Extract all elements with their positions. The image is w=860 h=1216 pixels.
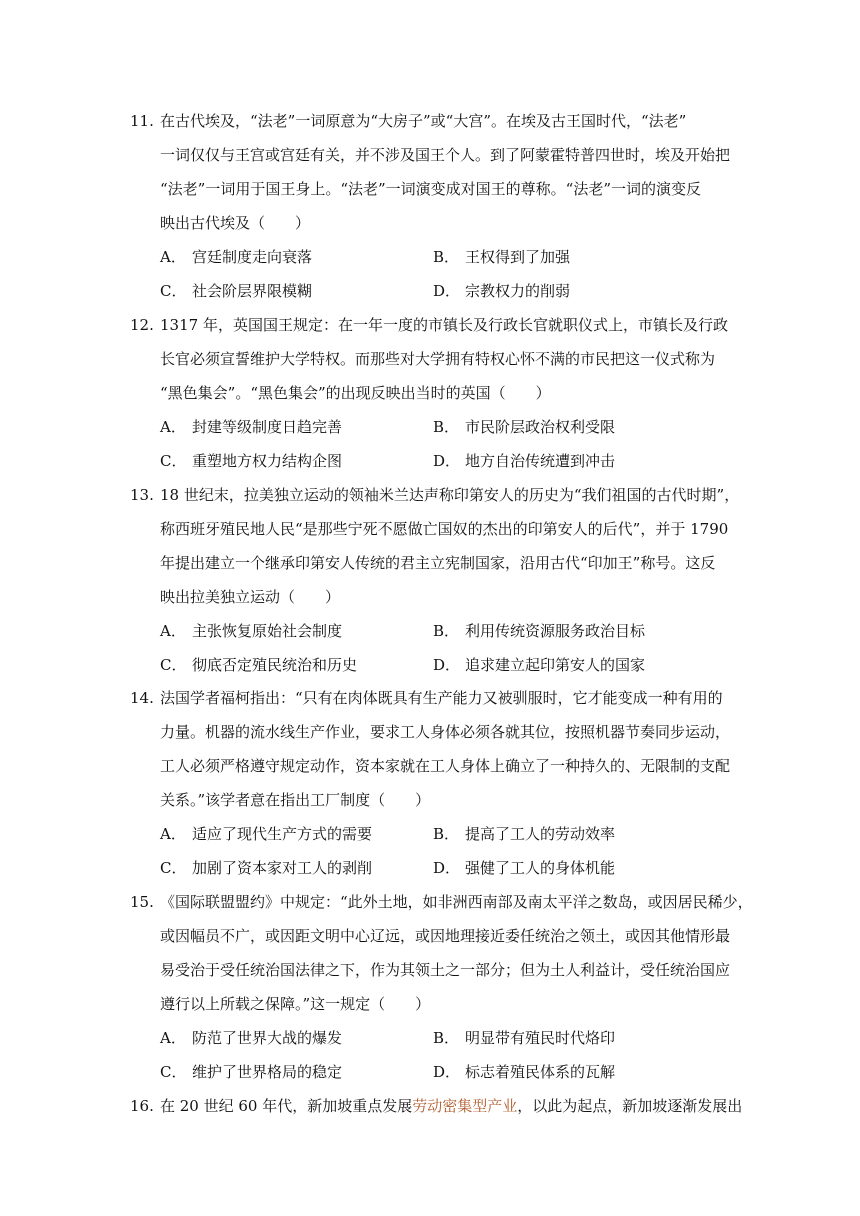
option-text: 彻底否定殖民统治和历史: [192, 656, 358, 674]
option-text: 适应了现代生产方式的需要: [192, 825, 373, 843]
option-a[interactable]: [160, 621, 342, 641]
option-b[interactable]: [433, 1028, 615, 1048]
option-b[interactable]: [433, 621, 645, 641]
option-text: 地方自治传统遭到冲击: [465, 452, 616, 470]
question-text-line: 年提出建立一个继承印第安人传统的君主立宪制国家，沿用古代“印加王”称号。这反: [160, 554, 716, 572]
question-number: 12.: [130, 316, 154, 334]
option-b[interactable]: [433, 824, 615, 844]
question-text-line: 或因幅员不广，或因距文明中心辽远，或因地理接近委任统治之领土，或因其他情形最: [160, 927, 731, 945]
question-text-segment: 在 20 世纪 60 年代，新加坡重点发展: [160, 1097, 413, 1115]
option-letter: A．: [160, 622, 186, 640]
question-text-segment: ，以此为起点，新加坡逐渐发展出: [517, 1097, 743, 1115]
question-text-line: 关系。”该学者意在指出工厂制度（ ）: [160, 791, 431, 809]
question-text-line: “法老”一词用于国王身上。“法老”一词演变成对国王的尊称。“法老”一词的演变反: [160, 180, 702, 198]
option-letter: A．: [160, 1029, 186, 1047]
option-letter: B．: [433, 418, 460, 436]
question-number: 13.: [130, 486, 154, 504]
option-d[interactable]: [433, 1062, 615, 1082]
option-text: 宫廷制度走向衰落: [192, 248, 313, 266]
option-text: 利用传统资源服务政治目标: [465, 622, 646, 640]
question-number: 14.: [130, 689, 154, 707]
option-b[interactable]: [433, 417, 615, 437]
question-text-line: 易受治于受任统治国法律之下，作为其领土之一部分；但为土人利益计，受任统治国应: [160, 961, 731, 979]
option-text: 提高了工人的劳动效率: [465, 825, 616, 843]
question-text-line: 力量。机器的流水线生产作业，要求工人身体必须各就其位，按照机器节奏同步运动，: [160, 723, 731, 741]
question-text-line: 工人必须严格遵守规定动作，资本家就在工人身体上确立了一种持久的、无限制的支配: [160, 757, 731, 775]
option-letter: B．: [433, 622, 460, 640]
question-text-line: 法国学者福柯指出：“只有在肉体既具有生产能力又被驯服时，它才能变成一种有用的: [160, 689, 723, 707]
option-a[interactable]: [160, 824, 372, 844]
option-text: 市民阶层政治权利受限: [465, 418, 616, 436]
option-a[interactable]: [160, 247, 312, 267]
question-text-line: 映出古代埃及（ ）: [160, 214, 311, 232]
option-a[interactable]: [160, 417, 342, 437]
highlighted-term: 劳动密集型产业: [412, 1097, 518, 1115]
question-text-line: 称西班牙殖民地人民“是那些宁死不愿做亡国奴的杰出的印第安人的后代”，并于 1790: [160, 520, 729, 538]
option-c[interactable]: [160, 281, 312, 301]
option-letter: D．: [433, 452, 461, 470]
option-letter: A．: [160, 248, 186, 266]
question-number: 11.: [130, 112, 154, 130]
option-text: 维护了世界格局的稳定: [192, 1063, 343, 1081]
option-text: 标志着殖民体系的瓦解: [465, 1063, 616, 1081]
option-letter: A．: [160, 418, 186, 436]
option-c[interactable]: [160, 1062, 342, 1082]
option-letter: C．: [160, 282, 187, 300]
option-letter: B．: [433, 825, 460, 843]
question-text-line: 遵行以上所载之保障。”这一规定（ ）: [160, 995, 431, 1013]
question-number: 16.: [130, 1097, 154, 1115]
option-letter: B．: [433, 248, 460, 266]
option-b[interactable]: [433, 247, 570, 267]
option-letter: D．: [433, 656, 461, 674]
option-text: 加剧了资本家对工人的剥削: [192, 859, 373, 877]
option-c[interactable]: [160, 451, 342, 471]
question-text-line: 长官必须宣誓维护大学特权。而那些对大学拥有特权心怀不满的市民把这一仪式称为: [160, 350, 716, 368]
option-letter: C．: [160, 859, 187, 877]
option-c[interactable]: [160, 655, 357, 675]
option-letter: C．: [160, 656, 187, 674]
option-letter: D．: [433, 282, 461, 300]
option-c[interactable]: [160, 858, 372, 878]
option-d[interactable]: [433, 655, 645, 675]
option-text: 宗教权力的削弱: [465, 282, 571, 300]
option-d[interactable]: [433, 858, 615, 878]
option-text: 主张恢复原始社会制度: [192, 622, 343, 640]
option-letter: C．: [160, 452, 187, 470]
option-text: 明显带有殖民时代烙印: [465, 1029, 616, 1047]
option-text: 重塑地方权力结构企图: [192, 452, 343, 470]
question-number: 15.: [130, 893, 154, 911]
question-text-line: “黑色集会”。“黑色集会”的出现反映出当时的英国（ ）: [160, 384, 551, 402]
option-a[interactable]: [160, 1028, 342, 1048]
option-d[interactable]: [433, 281, 570, 301]
option-letter: C．: [160, 1063, 187, 1081]
option-text: 王权得到了加强: [465, 248, 571, 266]
question-text-line: 在古代埃及，“法老”一词原意为“大房子”或“大宫”。在埃及古王国时代，“法老”: [160, 112, 687, 130]
question-text-line: [160, 1096, 743, 1116]
option-text: 强健了工人的身体机能: [465, 859, 616, 877]
option-text: 社会阶层界限模糊: [192, 282, 313, 300]
option-letter: A．: [160, 825, 186, 843]
question-text-line: 映出拉美独立运动（ ）: [160, 588, 341, 606]
question-text-line: 《国际联盟盟约》中规定：“此外土地，如非洲西南部及南太平洋之数岛，或因居民稀少，: [160, 893, 753, 911]
question-text-line: 一词仅仅与王宫或宫廷有关，并不涉及国王个人。到了阿蒙霍特普四世时，埃及开始把: [160, 146, 731, 164]
option-letter: D．: [433, 1063, 461, 1081]
option-text: 防范了世界大战的爆发: [192, 1029, 343, 1047]
option-letter: D．: [433, 859, 461, 877]
question-text-line: 1317 年，英国国王规定：在一年一度的市镇长及行政长官就职仪式上，市镇长及行政: [160, 316, 728, 334]
question-text-line: 18 世纪末，拉美独立运动的领袖米兰达声称印第安人的历史为“我们祖国的古代时期”，: [160, 486, 740, 504]
option-letter: B．: [433, 1029, 460, 1047]
option-text: 追求建立起印第安人的国家: [465, 656, 646, 674]
option-d[interactable]: [433, 451, 615, 471]
option-text: 封建等级制度日趋完善: [192, 418, 343, 436]
